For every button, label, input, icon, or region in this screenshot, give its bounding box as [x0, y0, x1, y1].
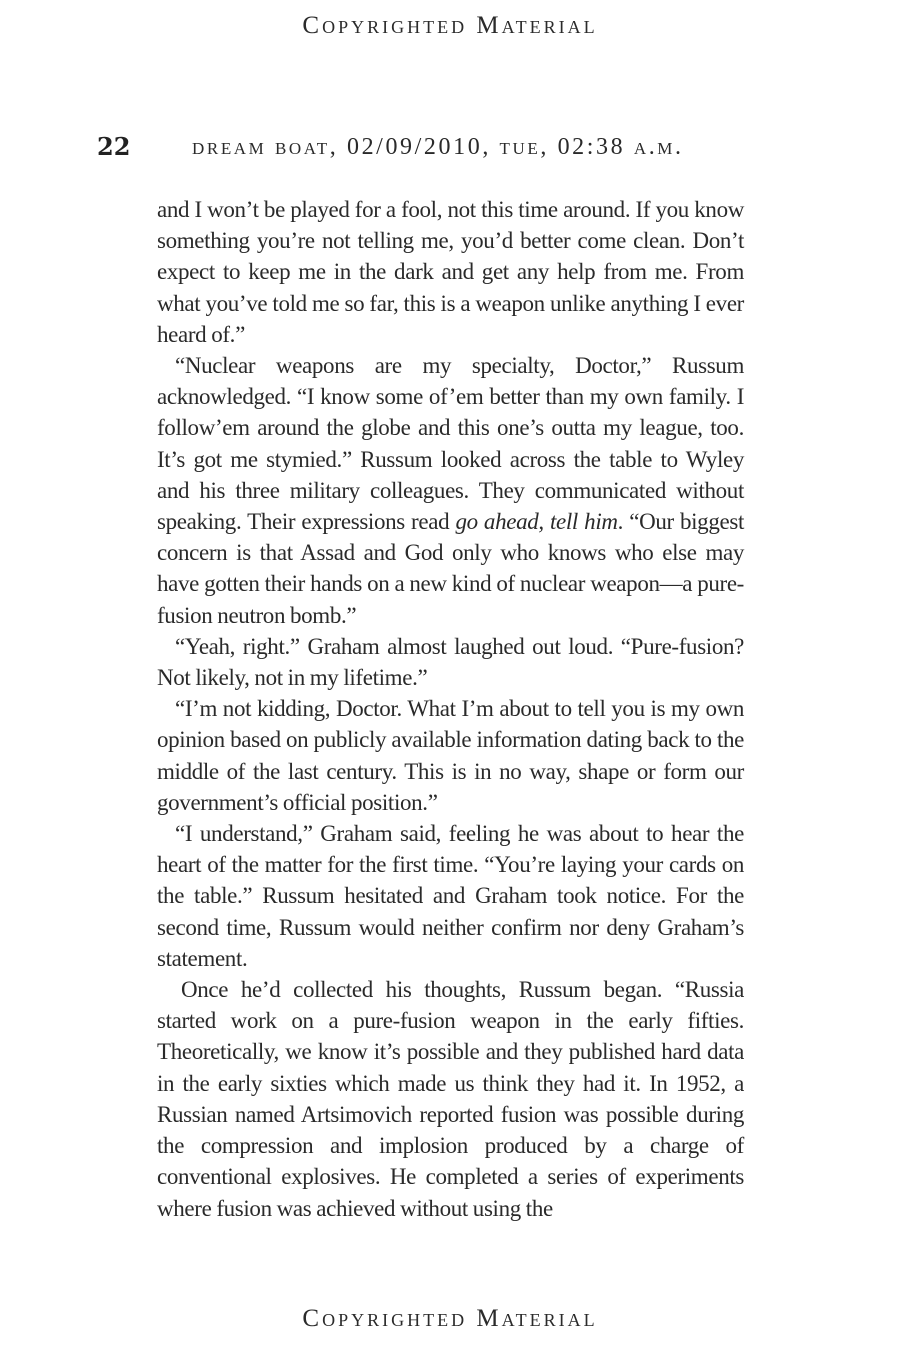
copyright-watermark-bottom: Copyrighted Material: [302, 1305, 598, 1332]
paragraph-4: “I’m not kidding, Doctor. What I’m about to tell you is my own opinion based on publicly available information dating back to the middle of the last century. This is in no way, shape or form our government’s official position.”: [157, 696, 744, 815]
paragraph-2-italic-phrase: go ahead, tell him: [455, 509, 618, 535]
paragraph-5: “I understand,” Graham said, feeling he was about to hear the heart of the matter for the first time. “You’re laying your cards on the table.” Russum hesitated and Graham took notice. For the second time, Russum would neither confirm nor deny Graham’s statement.: [157, 821, 744, 971]
paragraph-2-text-end: . “Our biggest concern is that Assad and God only who knows who else may have gotten their hands on a new kind of nuclear weapon—a pure-fusion neutron bomb.”: [157, 509, 744, 628]
running-head: [97, 132, 747, 166]
paragraph-6: Once he’d collected his thoughts, Russum began. “Russia started work on a pure-fusion weapon in the early fifties. Theoretically, we know it’s possible and they published hard data in the early sixties which made us think they had it. In 1952, a Russian named Artsimovich reported fusion was possible during the compression and implosion produced by a charge of conventional explosives. He completed a series of experiments where fusion was achieved without using the: [157, 977, 744, 1221]
paragraph-2: [157, 350, 744, 631]
page-number: 22: [97, 132, 131, 161]
body-text: [157, 194, 744, 1224]
paragraph-3: “Yeah, right.” Graham almost laughed out loud. “Pure-fusion? Not likely, not in my lifetime.”: [157, 633, 744, 691]
paragraph-1: and I won’t be played for a fool, not this time around. If you know something you’re not telling me, you’d better come clean. Don’t expect to keep me in the dark and get any help from me. From what you’ve told me so far, this is a weapon unlike anything I ever heard of.”: [157, 197, 744, 347]
paragraph-2-text-start: “Nuclear weapons are my specialty, Doctor,” Russum acknowledged. “I know some of’em better than my own family. I follow’em around the globe and this one’s outta my league, too. It’s got me stymied.” Russum looked across the table to Wyley and his three military colleagues. They communicated without speaking. Their expressions read: [157, 353, 744, 535]
copyright-watermark-top: Copyrighted Material: [302, 12, 598, 39]
chapter-heading: dream boat, 02/09/2010, tue, 02:38 a.m.: [192, 134, 684, 160]
